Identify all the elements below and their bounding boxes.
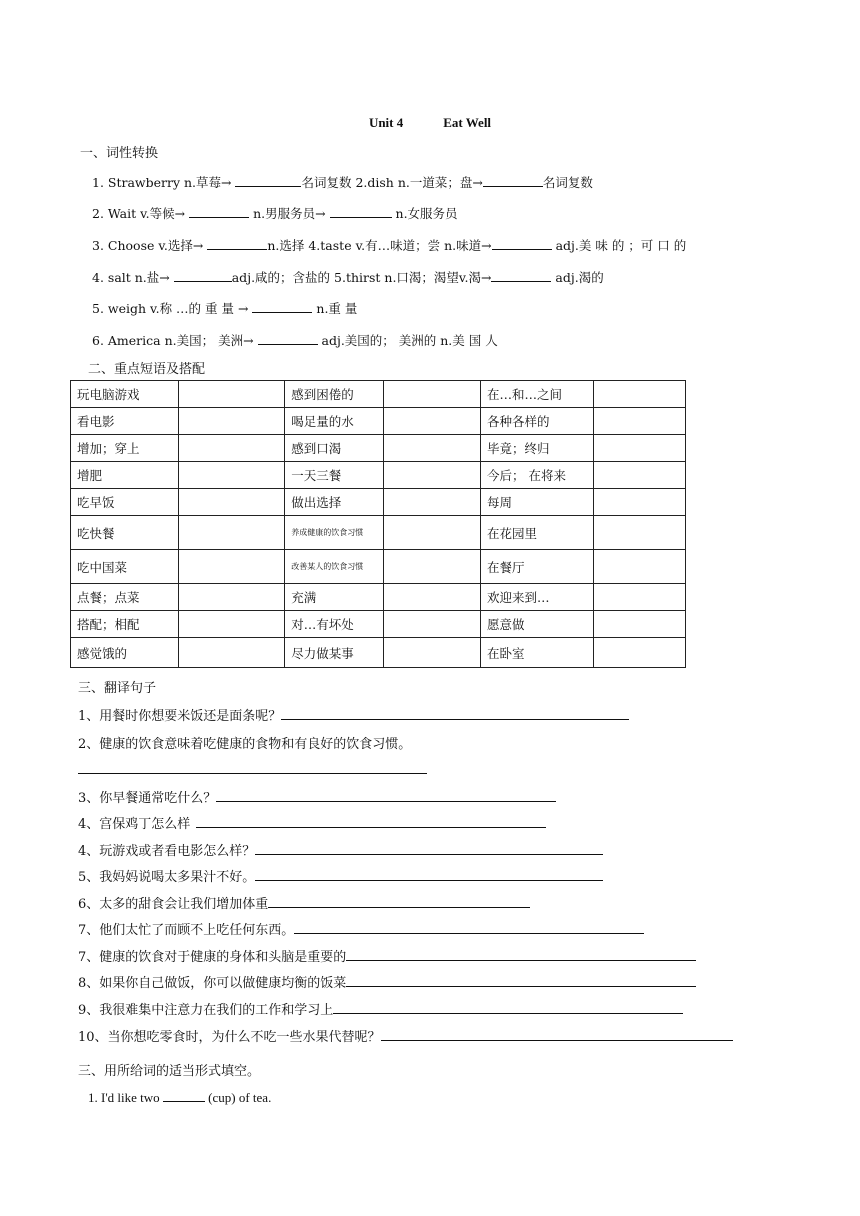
answer-blank[interactable] xyxy=(163,1089,205,1102)
phrase-cell: 玩电脑游戏 xyxy=(71,381,179,408)
word-conversion-line-6: 6. America n.美国； 美洲→ adj.美国的； 美洲的 n.美 国 人 xyxy=(92,333,498,348)
phrase-cell: 感到困倦的 xyxy=(285,381,384,408)
answer-cell[interactable] xyxy=(384,516,481,550)
answer-line[interactable] xyxy=(294,921,644,934)
phrase-cell: 尽力做某事 xyxy=(285,638,384,668)
translation-item-5: 4、玩游戏或者看电影怎么样？ xyxy=(78,840,603,859)
answer-cell[interactable] xyxy=(179,408,285,435)
answer-blank[interactable] xyxy=(235,174,301,187)
phrase-cell: 喝足量的水 xyxy=(285,408,384,435)
answer-line[interactable] xyxy=(381,1028,733,1041)
phrase-cell: 各种各样的 xyxy=(480,408,593,435)
answer-cell[interactable] xyxy=(593,584,685,611)
answer-line[interactable] xyxy=(255,868,603,881)
answer-cell[interactable] xyxy=(179,611,285,638)
answer-line[interactable] xyxy=(268,895,530,908)
answer-cell[interactable] xyxy=(593,489,685,516)
phrase-cell: 一天三餐 xyxy=(285,462,384,489)
answer-cell[interactable] xyxy=(593,550,685,584)
section4-heading: 三、用所给词的适当形式填空。 xyxy=(78,1064,261,1079)
section1-heading: 一、词性转换 xyxy=(80,146,159,161)
table-row xyxy=(71,638,686,668)
answer-blank[interactable] xyxy=(252,300,312,313)
answer-line[interactable] xyxy=(255,842,603,855)
phrase-cell: 对…有坏处 xyxy=(285,611,384,638)
translation-item-12: 10、当你想吃零食时，为什么不吃一些水果代替呢？ xyxy=(78,1026,733,1045)
phrase-cell: 每周 xyxy=(480,489,593,516)
phrase-cell: 搭配；相配 xyxy=(71,611,179,638)
answer-cell[interactable] xyxy=(384,584,481,611)
table-row xyxy=(71,408,686,435)
answer-line[interactable] xyxy=(346,974,696,987)
answer-cell[interactable] xyxy=(179,462,285,489)
table-row xyxy=(71,381,686,408)
word-conversion-line-1: 1. Strawberry n.草莓→ 名词复数 2.dish n.一道菜；盘→ 名词复数 xyxy=(92,175,593,190)
answer-cell[interactable] xyxy=(384,550,481,584)
answer-blank[interactable] xyxy=(492,237,552,250)
answer-cell[interactable] xyxy=(384,489,481,516)
answer-cell[interactable] xyxy=(593,435,685,462)
translation-item-8: 7、他们太忙了而顾不上吃任何东西。 xyxy=(78,919,644,938)
section2-heading: 二、重点短语及搭配 xyxy=(88,362,206,377)
answer-blank[interactable] xyxy=(189,205,249,218)
phrase-cell: 欢迎来到… xyxy=(480,584,593,611)
answer-cell[interactable] xyxy=(179,516,285,550)
phrase-cell: 看电影 xyxy=(71,408,179,435)
answer-cell[interactable] xyxy=(593,638,685,668)
word-conversion-line-2: 2. Wait v.等候→ n.男服务员→ n.女服务员 xyxy=(92,206,458,221)
phrase-cell: 感觉饿的 xyxy=(71,638,179,668)
answer-cell[interactable] xyxy=(593,381,685,408)
answer-blank[interactable] xyxy=(258,332,318,345)
phrase-table xyxy=(70,380,686,668)
answer-line[interactable] xyxy=(346,948,696,961)
table-row xyxy=(71,550,686,584)
answer-line[interactable] xyxy=(333,1001,683,1014)
phrase-cell: 增肥 xyxy=(71,462,179,489)
translation-item-7: 6、太多的甜食会让我们增加体重 xyxy=(78,893,530,912)
answer-blank[interactable] xyxy=(491,269,551,282)
answer-blank[interactable] xyxy=(174,269,232,282)
phrase-cell: 点餐；点菜 xyxy=(71,584,179,611)
fill-in-item-1: 1. I'd like two (cup) of tea. xyxy=(88,1090,272,1105)
word-conversion-line-3: 3. Choose v.选择→ n.选择 4.taste v.有…味道；尝 n.味道→ adj.美 味 的 ；可 口 的 xyxy=(92,238,687,253)
word-conversion-line-5: 5. weigh v.称 …的 重 量 → n.重 量 xyxy=(92,301,358,316)
phrase-cell: 今后； 在将来 xyxy=(480,462,593,489)
phrase-cell: 吃早饭 xyxy=(71,489,179,516)
answer-cell[interactable] xyxy=(593,408,685,435)
answer-cell[interactable] xyxy=(593,462,685,489)
table-row xyxy=(71,462,686,489)
phrase-cell: 改善某人的饮食习惯 xyxy=(285,550,384,584)
answer-cell[interactable] xyxy=(384,435,481,462)
answer-cell[interactable] xyxy=(179,489,285,516)
word-conversion-line-4: 4. salt n.盐→ adj.咸的；含盐的 5.thirst n.口渴；渴望v.渴→ adj.渴的 xyxy=(92,270,604,285)
translation-item-3: 3、你早餐通常吃什么？ xyxy=(78,787,556,806)
table-row xyxy=(71,584,686,611)
answer-cell[interactable] xyxy=(179,381,285,408)
translation-item-1: 1、用餐时你想要米饭还是面条呢？ xyxy=(78,705,629,724)
answer-cell[interactable] xyxy=(384,381,481,408)
phrase-cell: 感到口渴 xyxy=(285,435,384,462)
unit-number: Unit 4 xyxy=(368,115,404,130)
phrase-cell: 在…和…之间 xyxy=(480,381,593,408)
phrase-cell: 在卧室 xyxy=(480,638,593,668)
answer-cell[interactable] xyxy=(593,516,685,550)
table-row xyxy=(71,611,686,638)
answer-line[interactable] xyxy=(216,789,556,802)
answer-line[interactable] xyxy=(281,707,629,720)
table-row xyxy=(71,435,686,462)
phrase-cell: 愿意做 xyxy=(480,611,593,638)
answer-cell[interactable] xyxy=(384,462,481,489)
answer-blank[interactable] xyxy=(207,237,267,250)
phrase-cell: 在餐厅 xyxy=(480,550,593,584)
translation-item-10: 8、如果你自己做饭，你可以做健康均衡的饭菜 xyxy=(78,972,696,991)
answer-blank[interactable] xyxy=(483,174,543,187)
answer-cell[interactable] xyxy=(384,611,481,638)
phrase-cell: 充满 xyxy=(285,584,384,611)
phrase-cell: 养成健康的饮食习惯 xyxy=(285,516,384,550)
answer-blank[interactable] xyxy=(330,205,392,218)
page-title xyxy=(0,115,860,131)
answer-cell[interactable] xyxy=(179,584,285,611)
answer-cell[interactable] xyxy=(593,611,685,638)
translation-item-2: 2、健康的饮食意味着吃健康的食物和有良好的饮食习惯。 xyxy=(78,737,412,752)
unit-name: Eat Well xyxy=(443,115,492,130)
section3-heading: 三、翻译句子 xyxy=(78,681,157,696)
phrase-cell: 增加；穿上 xyxy=(71,435,179,462)
translation-item-9: 7、健康的饮食对于健康的身体和头脑是重要的 xyxy=(78,946,696,965)
translation-item-6: 5、我妈妈说喝太多果汁不好。 xyxy=(78,866,603,885)
answer-cell[interactable] xyxy=(384,638,481,668)
phrase-cell: 做出选择 xyxy=(285,489,384,516)
answer-line[interactable] xyxy=(78,773,427,774)
table-row xyxy=(71,489,686,516)
answer-cell[interactable] xyxy=(179,638,285,668)
answer-line[interactable] xyxy=(196,815,546,828)
answer-cell[interactable] xyxy=(384,408,481,435)
table-row xyxy=(71,516,686,550)
phrase-cell: 吃中国菜 xyxy=(71,550,179,584)
translation-item-4: 4、宫保鸡丁怎么样 xyxy=(78,813,546,832)
translation-item-11: 9、我很难集中注意力在我们的工作和学习上 xyxy=(78,999,683,1018)
answer-cell[interactable] xyxy=(179,435,285,462)
phrase-cell: 毕竟；终归 xyxy=(480,435,593,462)
phrase-cell: 吃快餐 xyxy=(71,516,179,550)
phrase-cell: 在花园里 xyxy=(480,516,593,550)
answer-cell[interactable] xyxy=(179,550,285,584)
